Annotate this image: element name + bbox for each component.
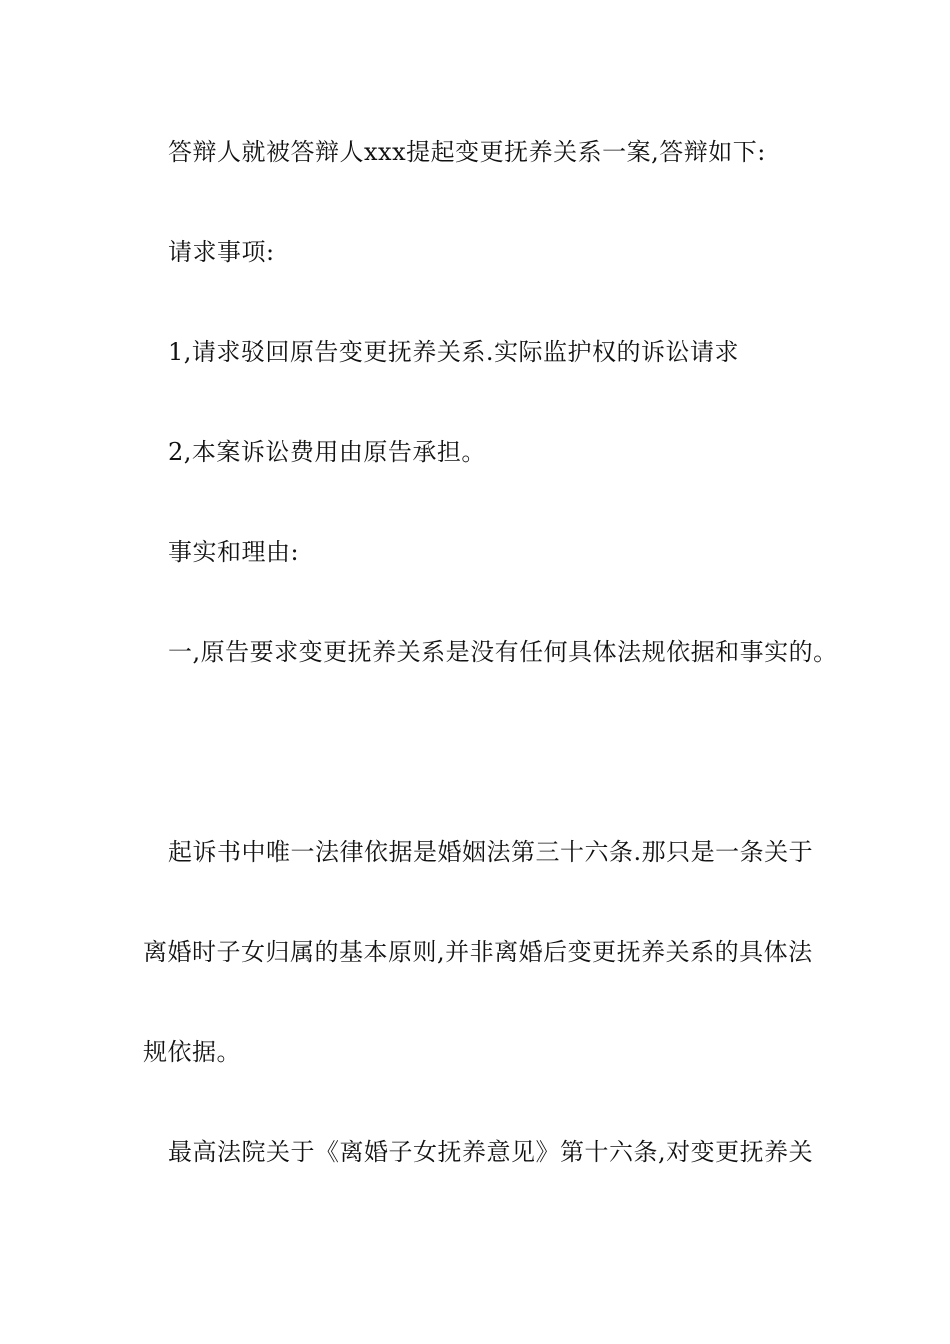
intro-paragraph: 答辩人就被答辩人xxx提起变更抚养关系一案,答辩如下: — [168, 138, 766, 166]
claim-item-1: 1,请求驳回原告变更抚养关系.实际监护权的诉讼请求 — [168, 338, 740, 366]
body-paragraph-line: 最高法院关于《离婚子女抚养意见》第十六条,对变更抚养关 — [168, 1138, 814, 1166]
claim-item-2: 2,本案诉讼费用由原告承担。 — [168, 438, 486, 466]
body-paragraph-line: 离婚时子女归属的基本原则,并非离婚后变更抚养关系的具体法 — [143, 938, 813, 966]
argument-point-1: 一,原告要求变更抚养关系是没有任何具体法规依据和事实的。 — [168, 638, 838, 666]
facts-heading: 事实和理由: — [168, 538, 300, 566]
body-paragraph-line: 起诉书中唯一法律依据是婚姻法第三十六条.那只是一条关于 — [168, 838, 814, 866]
claims-heading: 请求事项: — [168, 238, 275, 266]
body-paragraph-line: 规依据。 — [143, 1038, 241, 1066]
